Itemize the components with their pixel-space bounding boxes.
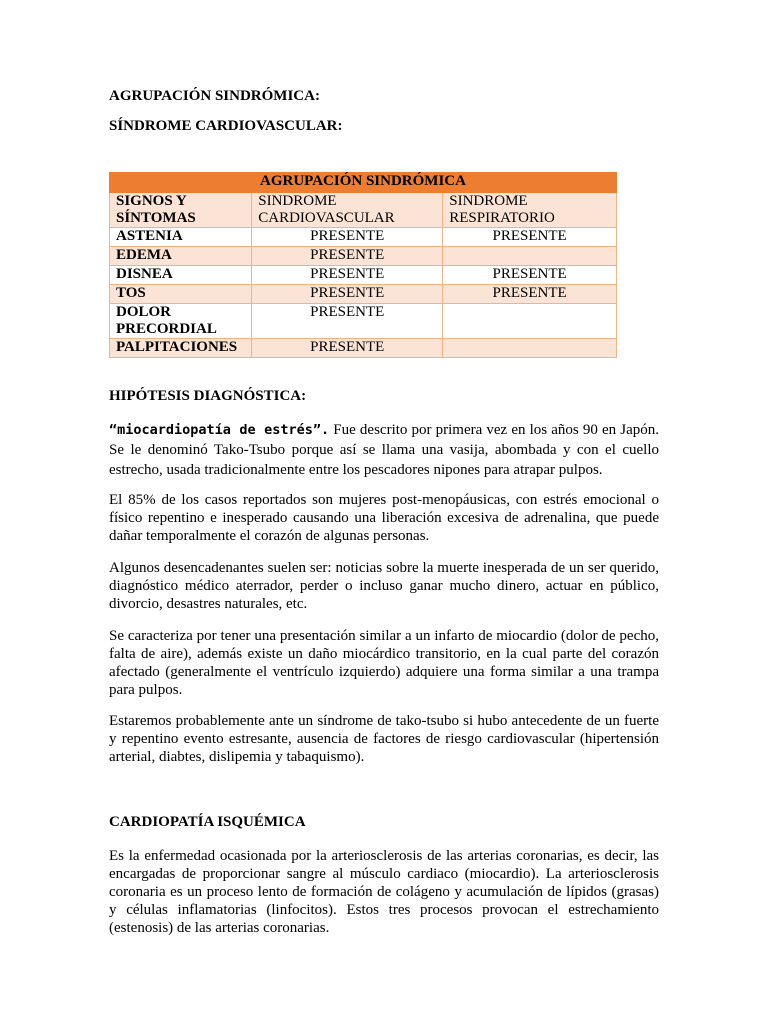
table-row	[110, 285, 617, 304]
paragraph-cardiopatia: Es la enfermedad ocasionada por la arteriosclerosis de las arterias coronarias, es decir, las encargadas de proporcionar sangre al músculo cardiaco (miocardio). La arteriosclerosis coronaria es un proceso lento de formación de colágeno y acumulación de lípidos (grasas) y células inflamatorias (linfocitos). Estos tres procesos provocan el estrechamiento (estenosis) de las arterias coronarias.	[109, 848, 659, 936]
cell-resp	[443, 247, 617, 266]
table-row	[110, 304, 617, 339]
cell-resp	[443, 304, 617, 339]
row-label: EDEMA	[110, 247, 252, 266]
table-row	[110, 339, 617, 358]
paragraph-epidemiology: El 85% de los casos reportados son mujeres post-menopáusicas, con estrés emocional o físico repentino e inesperado causando una liberación excesiva de adrenalina, que puede dañar temporalmente el corazón de algunas personas.	[109, 492, 659, 544]
row-label: PALPITACIONES	[110, 339, 252, 358]
cell-resp: PRESENTE	[443, 228, 617, 247]
table-title-row	[110, 173, 617, 193]
row-label: ASTENIA	[110, 228, 252, 247]
table-header-row	[110, 193, 617, 228]
cell-cardio: PRESENTE	[252, 266, 443, 285]
cell-cardio: PRESENTE	[252, 304, 443, 339]
cell-cardio: PRESENTE	[252, 228, 443, 247]
heading-cardiopatia: CARDIOPATÍA ISQUÉMICA	[109, 814, 306, 830]
paragraph-diagnosis: Estaremos probablemente ante un síndrome de tako-tsubo si hubo antecedente de un fuerte y repentino evento estresante, ausencia de factores de riesgo cardiovascular (hipertensión arterial, diabtes, dislipemia y tabaquismo).	[109, 713, 659, 765]
cell-cardio: PRESENTE	[252, 247, 443, 266]
paragraph-presentation: Se caracteriza por tener una presentación similar a un infarto de miocardio (dolor de pecho, falta de aire), además existe un daño miocárdico transitorio, en la cual parte del corazón afectado (generalmente el ventrículo izquierdo) adquiere una forma similar a una trampa para pulpos.	[109, 628, 659, 698]
row-label: DISNEA	[110, 266, 252, 285]
row-label: TOS	[110, 285, 252, 304]
cell-resp: PRESENTE	[443, 285, 617, 304]
cell-resp: PRESENTE	[443, 266, 617, 285]
table-title: AGRUPACIÓN SINDRÓMICA	[110, 173, 617, 193]
heading-sindrome-cardiovascular: SÍNDROME CARDIOVASCULAR:	[109, 118, 343, 134]
table-row	[110, 247, 617, 266]
heading-hipotesis: HIPÓTESIS DIAGNÓSTICA:	[109, 388, 307, 404]
paragraph-takotsubo-intro	[109, 420, 659, 480]
paragraph-triggers: Algunos desencadenantes suelen ser: noticias sobre la muerte inesperada de un ser querido, diagnóstico médico aterrador, perder o incluso ganar mucho dinero, actuar en público, divorcio, desastres naturales, etc.	[109, 560, 659, 612]
term-miocardiopatia: “miocardiopatía de estrés”.	[109, 422, 330, 438]
row-label: DOLOR PRECORDIAL	[110, 304, 252, 339]
column-header-respiratorio: SINDROME RESPIRATORIO	[443, 193, 617, 228]
heading-agrupacion: AGRUPACIÓN SINDRÓMICA:	[109, 88, 320, 104]
cell-cardio: PRESENTE	[252, 339, 443, 358]
column-header-cardiovascular: SINDROME CARDIOVASCULAR	[252, 193, 443, 228]
syndrome-table	[109, 172, 617, 358]
table-row	[110, 266, 617, 285]
cell-resp	[443, 339, 617, 358]
paragraph-text: Fue descrito por primera vez en los años 90 en Japón. Se le denominó Tako-Tsubo porque así se llama una vasija, abombada y con el cuello estrecho, usada tradicionalmente entre los pescadores nipones para atrapar pulpos.	[109, 422, 659, 478]
column-header-signos: SIGNOS Y SÍNTOMAS	[110, 193, 252, 228]
table-row	[110, 228, 617, 247]
cell-cardio: PRESENTE	[252, 285, 443, 304]
